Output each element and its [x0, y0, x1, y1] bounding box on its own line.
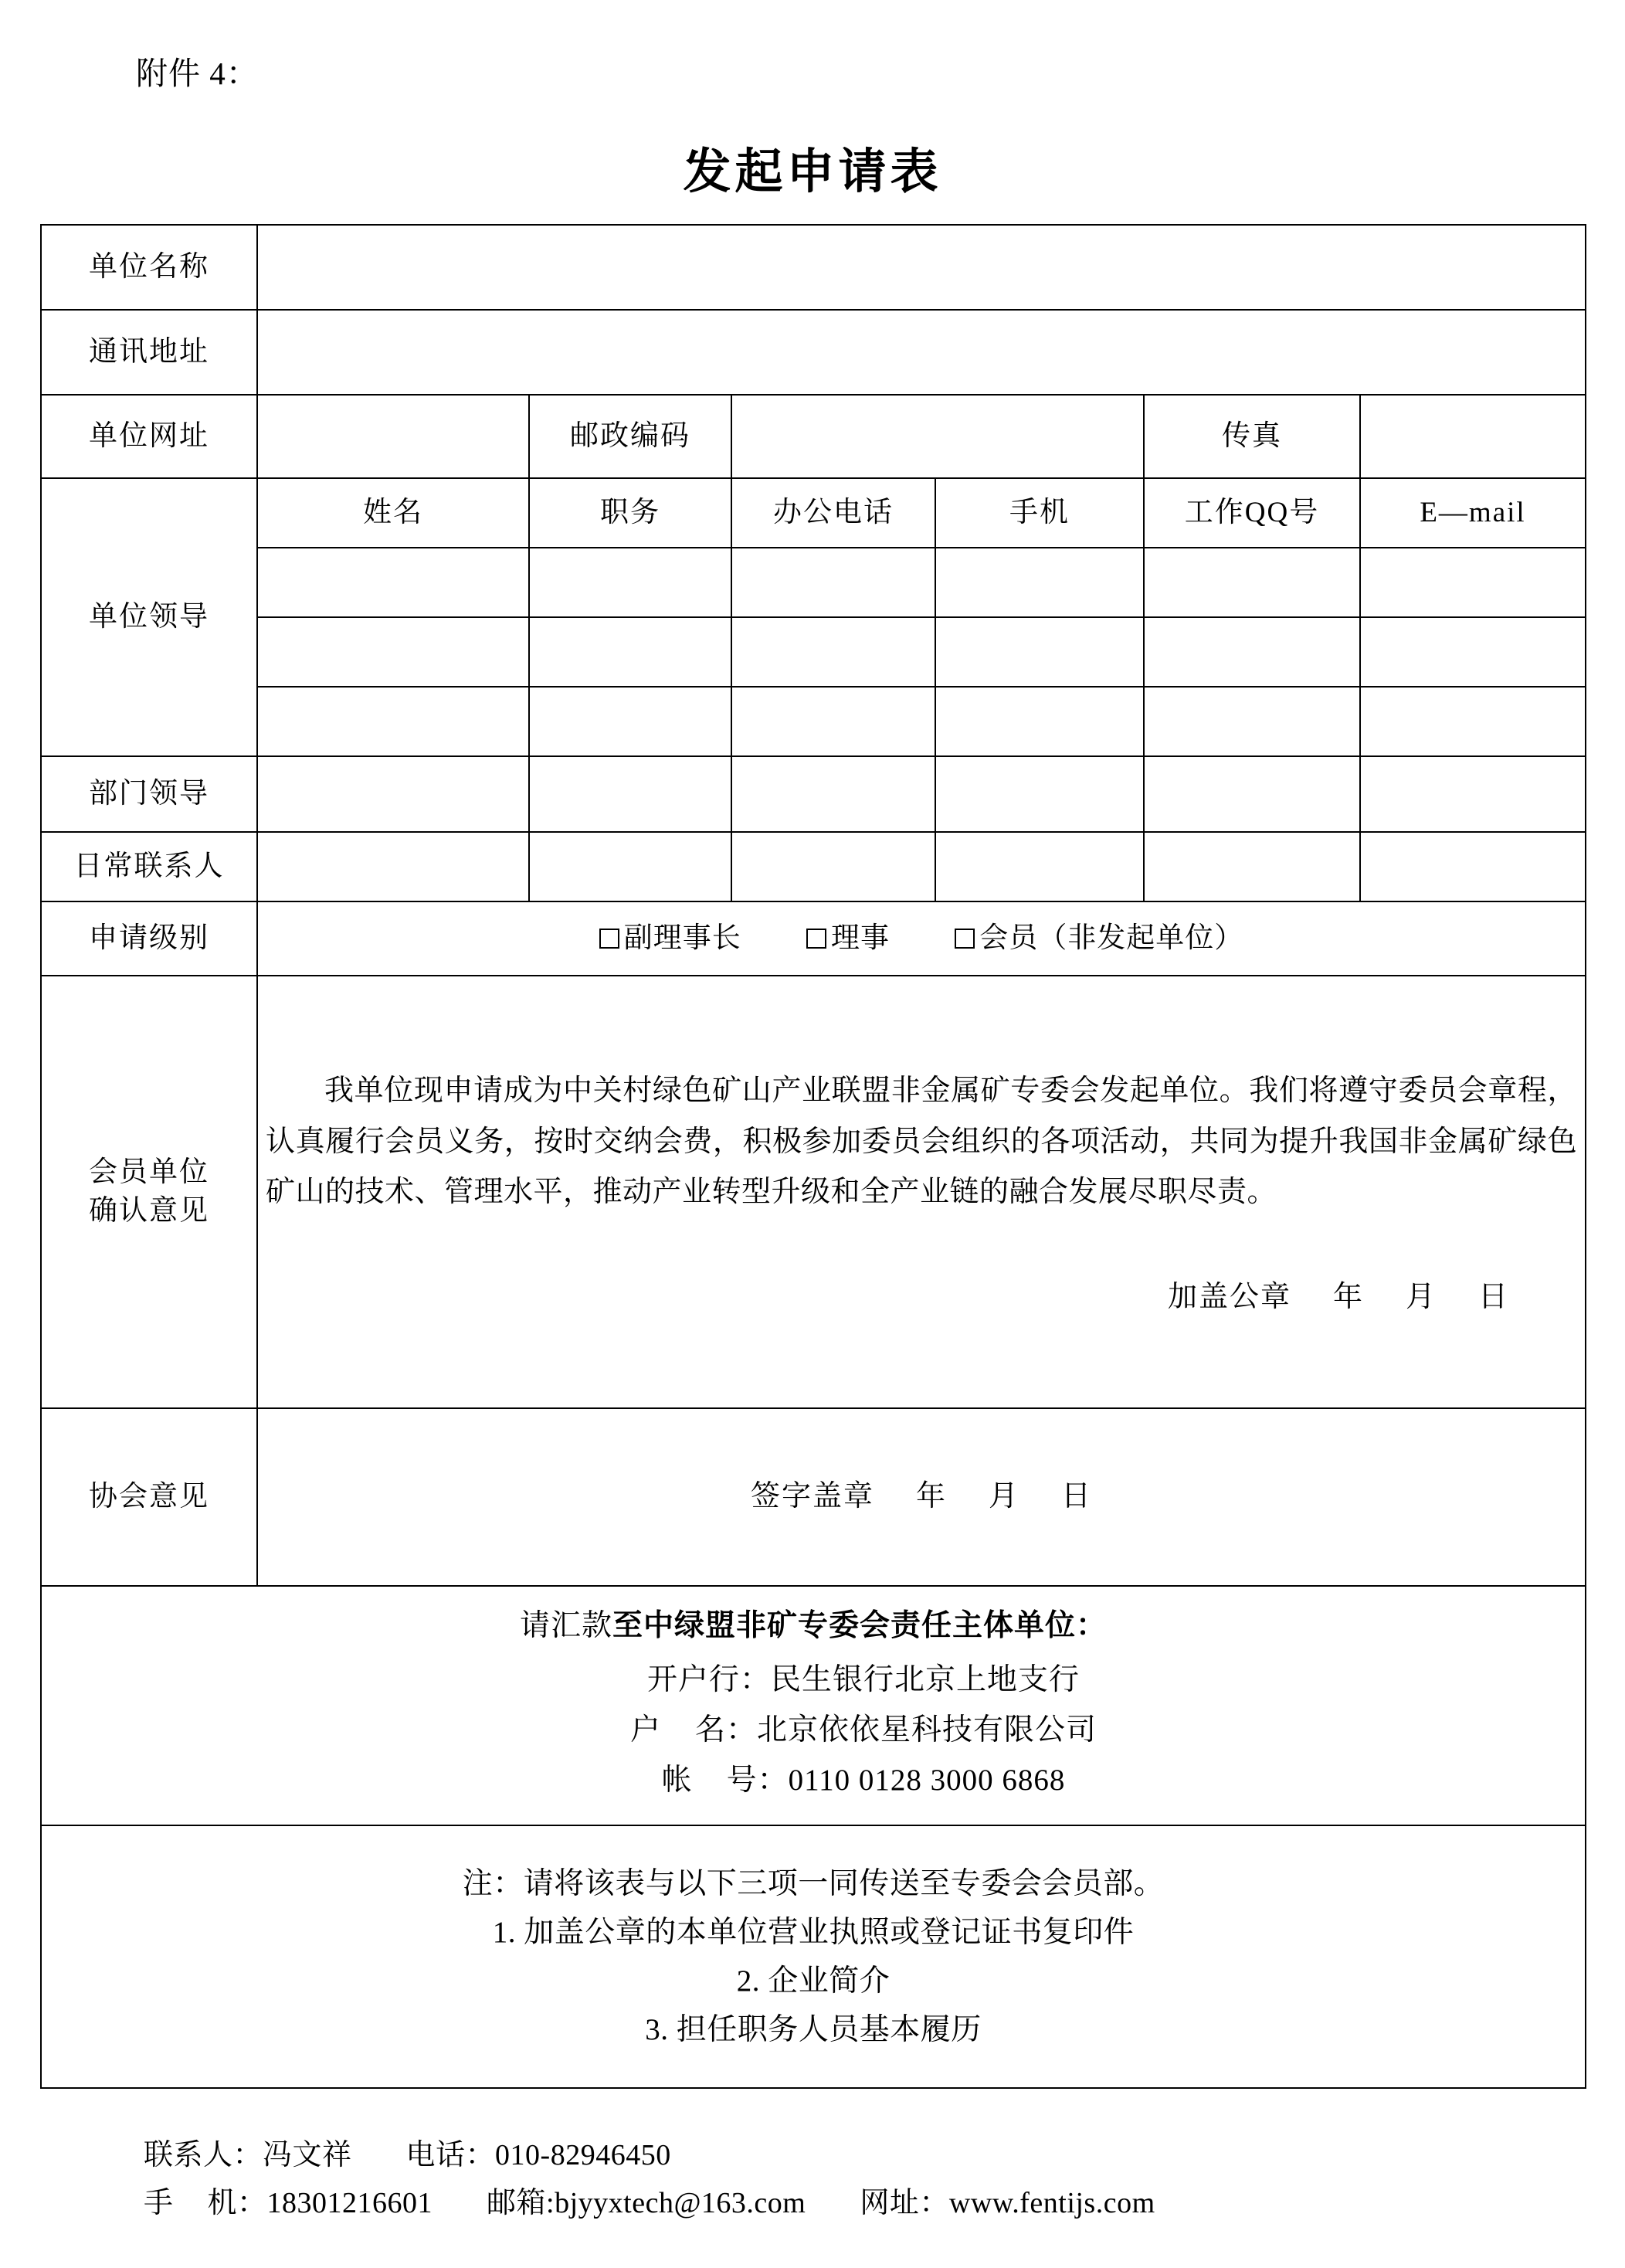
cell-leader1-qq[interactable]: [1144, 548, 1360, 617]
table-row-association-opinion: [41, 1408, 1586, 1586]
footer-site-value[interactable]: www.fentijs.com: [948, 2186, 1155, 2219]
bank-heading-plain: 请汇款: [519, 1608, 612, 1642]
notes-block: [41, 1825, 1586, 2088]
label-postcode: 邮政编码: [529, 395, 731, 478]
cell-daily-position[interactable]: [529, 832, 731, 901]
footer-site-key: 网址：: [860, 2186, 949, 2219]
table-row-unit-leader-2: [41, 617, 1586, 687]
label-member-opinion-line1: 会员单位: [89, 1156, 209, 1189]
table-row-apply-level: [41, 901, 1586, 976]
cell-leader3-qq[interactable]: [1144, 687, 1360, 756]
footer-mobile-key2: 机：: [207, 2186, 267, 2219]
member-sign-year: 年: [1332, 1281, 1364, 1314]
cell-daily-mobile[interactable]: [935, 832, 1144, 901]
association-sign-day: 日: [1061, 1480, 1093, 1513]
cell-dept-office-phone[interactable]: [731, 756, 935, 832]
bank-account-name-value: 北京依依星科技有限公司: [757, 1713, 1097, 1747]
bank-heading-bold: 至中绿盟非矿专委会责任主体单位：: [612, 1608, 1108, 1642]
cell-leader2-name[interactable]: [257, 617, 529, 687]
column-header-name: 姓名: [257, 478, 529, 548]
bank-heading: [49, 1606, 1577, 1647]
member-sign-label: 加盖公章: [1167, 1281, 1291, 1314]
bank-account-no-key2: 号：: [726, 1763, 789, 1797]
option-label-vice-chairman: 副理事长: [623, 922, 741, 955]
label-fax: 传真: [1144, 395, 1360, 478]
label-member-opinion-line2: 确认意见: [89, 1195, 209, 1227]
label-unit-name: 单位名称: [41, 225, 257, 310]
cell-daily-office-phone[interactable]: [731, 832, 935, 901]
table-row-daily-contact: [41, 832, 1586, 901]
checkbox-option-vice-chairman[interactable]: [599, 922, 741, 954]
cell-dept-qq[interactable]: [1144, 756, 1360, 832]
member-sign-day: 日: [1478, 1281, 1510, 1314]
table-row-address: [41, 310, 1586, 395]
cell-leader2-position[interactable]: [529, 617, 731, 687]
notes-item-2: 2. 企业简介: [736, 1964, 891, 1998]
checkbox-option-member[interactable]: [955, 922, 1243, 954]
footer-tel-key: 电话：: [405, 2139, 496, 2171]
bank-account-name-key1: 户: [629, 1713, 661, 1747]
column-header-office-phone: 办公电话: [731, 478, 935, 548]
cell-daily-email[interactable]: [1360, 832, 1586, 901]
cell-dept-mobile[interactable]: [935, 756, 1144, 832]
cell-leader3-position[interactable]: [529, 687, 731, 756]
label-website: 单位网址: [41, 395, 257, 478]
cell-daily-name[interactable]: [257, 832, 529, 901]
table-row-unit-name: [41, 225, 1586, 310]
attachment-label: 附件 4：: [136, 56, 259, 91]
association-sign-label: 签字盖章: [750, 1480, 874, 1513]
field-unit-name[interactable]: [257, 225, 1586, 310]
apply-level-options: [257, 901, 1586, 976]
checkbox-icon[interactable]: [806, 929, 826, 949]
table-row-website: [41, 395, 1586, 478]
checkbox-icon[interactable]: [955, 929, 975, 949]
cell-leader1-name[interactable]: [257, 548, 529, 617]
notes-item-1: 1. 加盖公章的本单位营业执照或登记证书复印件: [492, 1915, 1135, 1949]
cell-leader3-email[interactable]: [1360, 687, 1586, 756]
cell-leader2-email[interactable]: [1360, 617, 1586, 687]
table-row-unit-leader-1: [41, 548, 1586, 617]
member-sign-month: 月: [1405, 1281, 1437, 1314]
cell-leader1-mobile[interactable]: [935, 548, 1144, 617]
column-header-email: E—mail: [1360, 478, 1586, 548]
cell-dept-name[interactable]: [257, 756, 529, 832]
field-fax[interactable]: [1360, 395, 1586, 478]
association-sign-year: 年: [915, 1480, 947, 1513]
bank-account-no-value: 0110 0128 3000 6868: [788, 1763, 1066, 1797]
label-unit-leader-cellwrap: [41, 478, 257, 756]
cell-leader3-mobile[interactable]: [935, 687, 1144, 756]
cell-leader1-office-phone[interactable]: [731, 548, 935, 617]
label-address: 通讯地址: [41, 310, 257, 395]
label-daily-contact: 日常联系人: [41, 832, 257, 901]
field-address[interactable]: [257, 310, 1586, 395]
footer-email-value[interactable]: bjyyxtech@163.com: [555, 2186, 806, 2219]
label-member-opinion: [41, 976, 257, 1408]
association-opinion-content[interactable]: [257, 1408, 1586, 1586]
footer-contact-value: 冯文祥: [263, 2139, 352, 2171]
cell-leader3-name[interactable]: [257, 687, 529, 756]
checkbox-icon[interactable]: [599, 929, 619, 949]
bank-account-name-line: [49, 1706, 1577, 1756]
field-website[interactable]: [257, 395, 529, 478]
checkbox-option-director[interactable]: [806, 922, 890, 954]
bank-branch-key: 开户行：: [646, 1663, 771, 1697]
bank-account-no-key1: 帐: [661, 1763, 693, 1797]
table-row-notes: [41, 1825, 1586, 2088]
notes-item-3: 3. 担任职务人员基本履历: [645, 2013, 982, 2047]
footer-line-2: [144, 2180, 1155, 2228]
cell-dept-position[interactable]: [529, 756, 731, 832]
member-opinion-text: 我单位现申请成为中关村绿色矿山产业联盟非金属矿专委会发起单位。我们将遵守委员会章程，认真履行会员义务，按时交纳会费，积极参加委员会组织的各项活动，共同为提升我国非金属矿绿色矿山的技术、管理水平，推动产业转型升级和全产业链的融合发展尽职尽责。: [266, 1075, 1578, 1209]
footer-mobile-value: 18301216601: [266, 2186, 433, 2219]
cell-leader2-office-phone[interactable]: [731, 617, 935, 687]
field-postcode[interactable]: [731, 395, 1144, 478]
footer-line-1: [144, 2132, 1155, 2180]
bank-branch-line: [49, 1655, 1577, 1706]
cell-leader1-email[interactable]: [1360, 548, 1586, 617]
table-row-member-opinion: [41, 976, 1586, 1408]
member-opinion-content[interactable]: [257, 976, 1586, 1408]
bank-info-block: [41, 1586, 1586, 1825]
bank-account-no-line: [49, 1756, 1577, 1806]
label-association-opinion: 协会意见: [41, 1408, 257, 1586]
option-label-director: 理事: [831, 922, 890, 955]
table-row-bank-info: [41, 1586, 1586, 1825]
column-header-qq: 工作QQ号: [1144, 478, 1360, 548]
option-label-member: 会员（非发起单位）: [979, 922, 1244, 955]
cell-leader3-office-phone[interactable]: [731, 687, 935, 756]
bank-branch-value: 民生银行北京上地支行: [771, 1663, 1081, 1697]
footer-email-key: 邮箱:: [487, 2186, 555, 2219]
footer-tel-value: 010-82946450: [495, 2139, 671, 2171]
cell-leader2-qq[interactable]: [1144, 617, 1360, 687]
member-sign-line: [266, 1278, 1577, 1317]
table-row-person-header: [41, 478, 1586, 548]
column-header-position: 职务: [529, 478, 731, 548]
label-dept-leader: 部门领导: [41, 756, 257, 832]
association-sign-month: 月: [989, 1480, 1020, 1513]
cell-leader2-mobile[interactable]: [935, 617, 1144, 687]
page-title: 发起申请表: [683, 146, 942, 199]
label-apply-level: 申请级别: [41, 901, 257, 976]
association-sign-line: [266, 1477, 1577, 1516]
footer-contact: [144, 2132, 1155, 2227]
footer-mobile-key1: 手: [144, 2186, 174, 2219]
application-form-table: [40, 224, 1586, 2089]
cell-dept-email[interactable]: [1360, 756, 1586, 832]
table-row-dept-leader: [41, 756, 1586, 832]
cell-daily-qq[interactable]: [1144, 832, 1360, 901]
column-header-mobile: 手机: [935, 478, 1144, 548]
label-unit-leader: 单位领导: [89, 601, 209, 633]
cell-leader1-position[interactable]: [529, 548, 731, 617]
bank-account-name-key2: 名：: [695, 1713, 758, 1747]
table-row-unit-leader-3: [41, 687, 1586, 756]
notes-intro: 注：请将该表与以下三项一同传送至专委会会员部。: [462, 1866, 1165, 1900]
footer-contact-key: 联系人：: [144, 2139, 263, 2171]
